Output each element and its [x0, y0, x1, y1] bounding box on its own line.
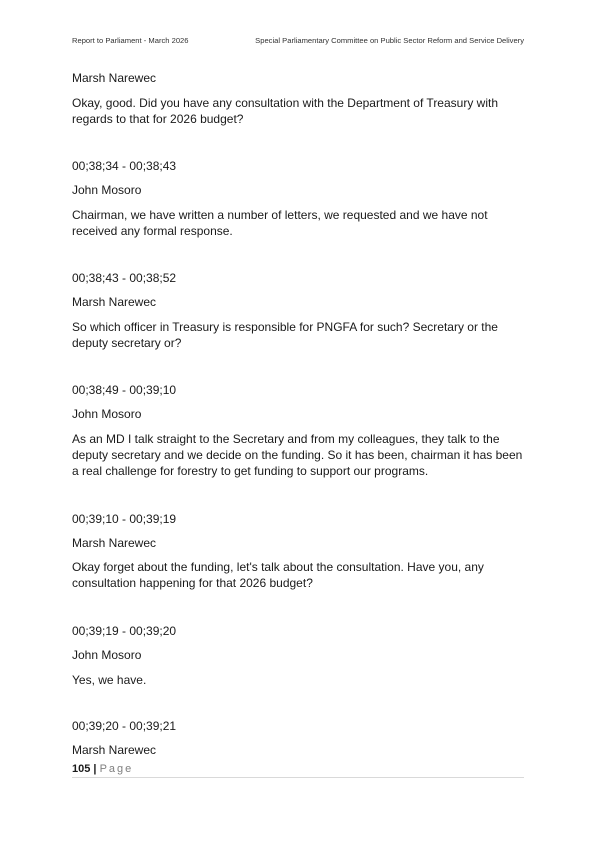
speaker-name: Marsh Narewec [72, 536, 157, 550]
timestamp: 00;38;43 - 00;38;52 [72, 271, 177, 285]
speech-text: Chairman, we have written a number of letters, we requested and we have not received any formal response. [72, 208, 488, 238]
speaker-name: John Mosoro [72, 183, 142, 197]
timestamp: 00;38;34 - 00;38;43 [72, 159, 177, 173]
speech-text: Yes, we have. [72, 673, 147, 687]
speech-text: Okay, good. Did you have any consultation with the Department of Treasury with regards to that for 2026 budget? [72, 96, 498, 126]
speaker-name: Marsh Narewec [72, 71, 157, 85]
speaker-name: John Mosoro [72, 648, 142, 662]
speech-text: Okay forget about the funding, let's talk about the consultation. Have you, any consultation happening for that 2026 budget? [72, 560, 484, 590]
timestamp: 00;39;19 - 00;39;20 [72, 624, 177, 638]
timestamp: 00;38;49 - 00;39;10 [72, 383, 177, 397]
timestamp: 00;39;20 - 00;39;21 [72, 719, 177, 733]
page-label: Page [99, 763, 134, 775]
speaker-name: Marsh Narewec [72, 295, 157, 309]
page-header [72, 36, 524, 45]
speaker-name: Marsh Narewec [72, 743, 157, 757]
speaker-name: John Mosoro [72, 407, 142, 421]
speech-text: As an MD I talk straight to the Secretary and from my colleagues, they talk to the deputy secretary and we decide on the funding. So it has been, chairman it has been a real challenge for forestry to get funding to support our programs. [72, 432, 523, 478]
page-number: 105 [72, 763, 91, 775]
header-right-title: Special Parliamentary Committee on Public Sector Reform and Service Delivery [255, 36, 524, 45]
speech-text: So which officer in Treasury is responsible for PNGFA for such? Secretary or the deputy secretary or? [72, 320, 498, 350]
page-footer [72, 763, 524, 778]
timestamp: 00;39;10 - 00;39;19 [72, 512, 177, 526]
page-separator: | [90, 763, 100, 775]
header-left-title: Report to Parliament - March 2026 [72, 36, 189, 45]
